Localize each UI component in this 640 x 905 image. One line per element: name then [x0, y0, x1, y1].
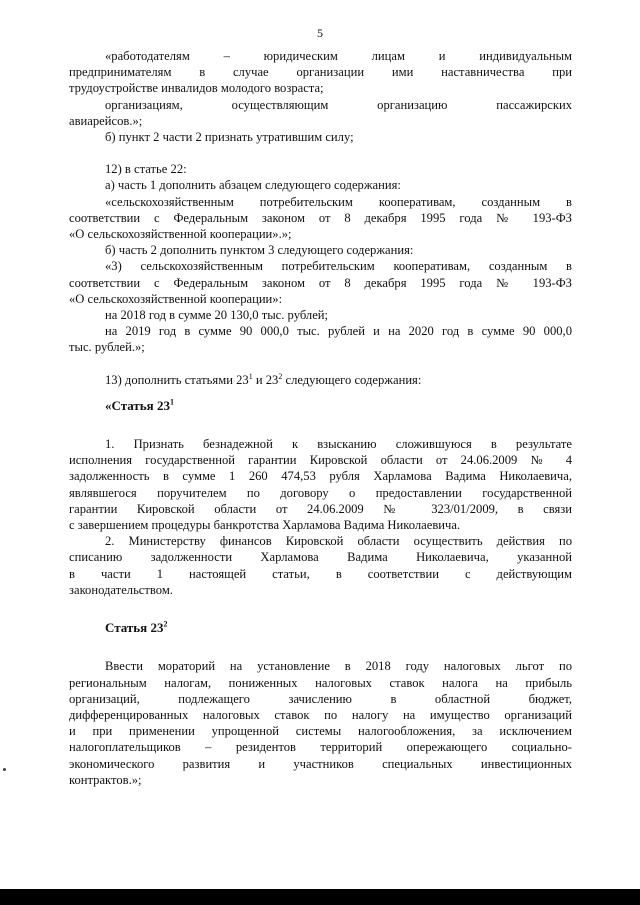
text-fragment: следующего содержания: — [282, 372, 422, 387]
paragraph-add-articles — [69, 372, 572, 388]
text-line: на 2019 год в сумме 90 000,0 тыс. рублей и на 2020 год в сумме 90 000,0 — [105, 324, 572, 339]
text-line: 2. Министерству финансов Кировской области осуществить действия по — [105, 534, 572, 549]
text-line: контрактов.»; — [69, 772, 142, 787]
text-line: соответствии с Федеральным законом от 8 декабря 1995 года № 193-ФЗ — [69, 210, 572, 225]
text-line: соответствии с Федеральным законом от 8 декабря 1995 года № 193-ФЗ — [69, 275, 572, 290]
superscript: 2 — [278, 371, 283, 381]
article-heading-23-1 — [69, 398, 572, 414]
paragraph-part-2-add: б) часть 2 дополнить пунктом 3 следующего содержания: — [105, 243, 414, 258]
paragraph-part-1-add: а) часть 1 дополнить абзацем следующего содержания: — [105, 178, 401, 193]
text-fragment: 13) дополнить статьями 23 — [105, 372, 249, 387]
text-line: задолженность в сумме 1 260 474,53 рубля Харламова Вадима Николаевича, — [69, 469, 572, 484]
text-line: 1. Признать безнадежной к взысканию сложившуюся в результате — [105, 437, 572, 452]
paragraph-bad-debt — [69, 436, 572, 533]
text-line: в части 1 настоящей статьи, в соответствии с действующим — [69, 566, 572, 581]
scan-artifact — [3, 768, 6, 771]
text-line: региональным налогам, пониженных налоговых ставок налога на прибыль — [69, 675, 572, 690]
text-line: Ввести мораторий на установление в 2018 году налоговых льгот по — [105, 659, 572, 674]
superscript: 1 — [169, 397, 174, 407]
paragraph-ministry — [69, 533, 572, 598]
text-line: организациям, осуществляющим организацию пассажирских — [105, 97, 572, 112]
heading-text: «Статья 23 — [105, 397, 170, 413]
superscript: 1 — [248, 371, 253, 381]
text-line: «сельскохозяйственным потребительским кооперативам, созданным в — [105, 194, 572, 209]
text-line: являвшегося поручителем по договору о предоставлении государственной — [69, 485, 572, 500]
paragraph-amount-2018: на 2018 год в сумме 20 130,0 тыс. рублей; — [105, 308, 329, 323]
paragraph-moratorium — [69, 658, 572, 788]
text-line: тыс. рублей.»; — [69, 340, 145, 355]
article-heading-23-2 — [69, 620, 572, 636]
text-line: организаций, подлежащего зачислению в областной бюджет, — [69, 691, 572, 706]
paragraph-article-22: 12) в статье 22: — [105, 162, 187, 177]
scan-edge-bar — [0, 889, 640, 905]
text-line: экономического развития и участников специальных инвестиционных — [69, 756, 572, 771]
text-fragment: и 23 — [252, 372, 279, 387]
text-line: «работодателям – юридическим лицам и индивидуальным — [105, 49, 572, 63]
page-number: 5 — [317, 26, 323, 40]
text-line: авиарейсов.»; — [69, 113, 143, 128]
paragraph-cooperatives — [69, 194, 572, 243]
text-line: и при применении упрощенной системы налогообложения, за исключением — [69, 724, 572, 739]
text-line: с завершением процедуры банкротства Харламова Вадима Николаевича. — [69, 518, 461, 533]
text-line: исполнения государственной гарантии Кировской области от 24.06.2009 № 4 — [69, 453, 572, 468]
text-line: гарантии Кировской области от 24.06.2009 № 323/01/2009, в связи — [69, 501, 572, 516]
text-line: предпринимателям в случае организации ими наставничества при — [69, 65, 572, 80]
paragraph-employers — [69, 48, 572, 97]
text-line: трудоустройстве инвалидов молодого возраста; — [69, 81, 324, 96]
text-line: налогоплательщиков – резидентов территорий опережающего социально- — [69, 740, 572, 755]
text-line: списанию задолженности Харламова Вадима Николаевича, указанной — [69, 550, 572, 565]
paragraph-point-3 — [69, 258, 572, 307]
paragraph-amount-2019-2020 — [69, 323, 572, 355]
paragraph-aviation — [69, 97, 572, 129]
heading-text: Статья 23 — [105, 620, 164, 636]
document-body — [69, 48, 572, 788]
text-line: «3) сельскохозяйственным потребительским кооперативам, созданным в — [105, 259, 572, 274]
superscript: 2 — [163, 619, 168, 629]
paragraph-point-repeal: б) пункт 2 части 2 признать утратившим силу; — [105, 130, 354, 145]
text-line: «О сельскохозяйственной кооперации».»; — [69, 227, 292, 242]
text-line: «О сельскохозяйственной кооперации»: — [69, 291, 283, 306]
text-line: дифференцированных налоговых ставок по налогу на имущество организаций — [69, 707, 572, 722]
text-line: законодательством. — [69, 582, 173, 597]
